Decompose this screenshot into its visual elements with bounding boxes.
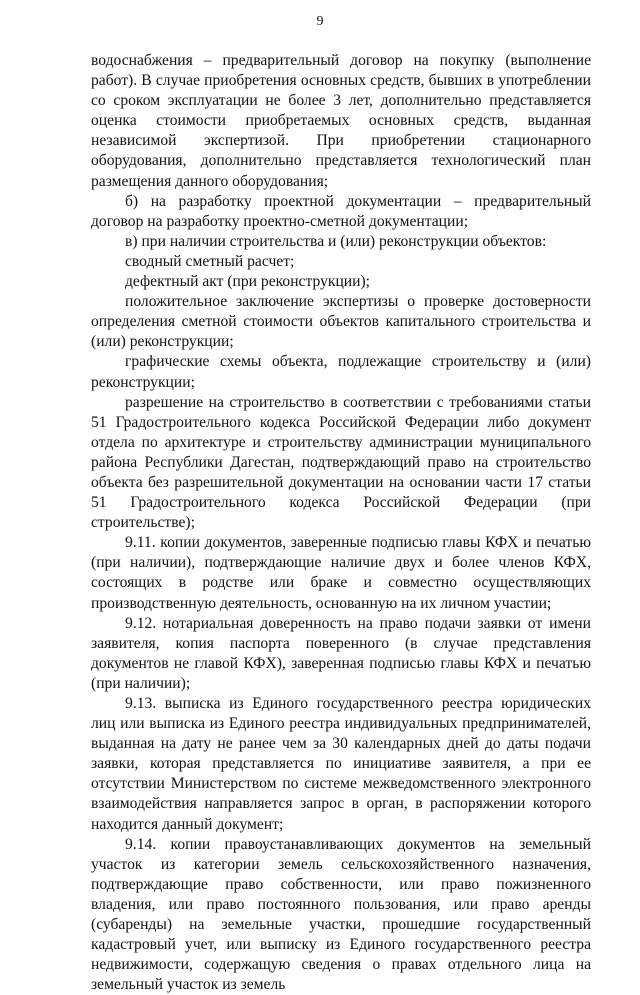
paragraph-7: графические схемы объекта, подлежащие строительству и (или) реконструкции; [91,353,591,391]
paragraph-8: разрешение на строительство в соответствии с требованиями статьи 51 Градостроительного кодекса Российской Федерации либо документ отдела по архитектуре и строительству администрации муниципального района Республики Дагестан, подтверждающий право на строительство объекта без разрешительной документации на основании части 17 статьи 51 Градостроительного кодекса Российской Федерации (при строительстве); [91,393,591,532]
paragraph-2: б) на разработку проектной документации – предварительный договор на разработку проектно-сметной документации; [91,192,591,230]
paragraph-12: 9.14. копии правоустанавливающих документов на земельный участок из категории земель сельскохозяйственного назначения, подтверждающие право собственности, или право пожизненного владения, или право постоянного пользования, или право аренды (субаренды) на земельные участки, прошедшие государственный кадастровый учет, или выписку из Единого государственного реестра недвижимости, содержащую сведения о правах отдельного лица на земельный участок из земель [91,835,591,994]
paragraph-5: дефектный акт (при реконструкции); [125,273,370,291]
paragraph-1: водоснабжения – предварительный договор на покупку (выполнение работ). В случае приобретения основных средств, бывших в употреблении со сроком эксплуатации не более 3 лет, дополнительно представляется оценка стоимости приобретаемых основных средств, выданная независимой экспертизой. При приобретении стационарного оборудования, дополнительно представляется технологический план размещения данного оборудования; [91,52,591,190]
paragraph-9: 9.11. копии документов, заверенные подписью главы КФХ и печатью (при наличии), подтверждающие наличие двух и более членов КФХ, состоящих в родстве или браке и совместно осуществляющих производственную деятельность, основанную на их личном участии; [91,534,591,612]
paragraph-3: в) при наличии строительства и (или) реконструкции объектов: [125,232,547,250]
document-body [91,51,591,995]
paragraph-6: положительное заключение экспертизы о проверке достоверности определения сметной стоимости объектов капитального строительства и (или) реконструкции; [91,293,591,351]
paragraph-4: сводный сметный расчет; [125,252,295,270]
paragraph-11: 9.13. выписка из Единого государственного реестра юридических лиц или выписка из Единого реестра индивидуальных предпринимателей, выданная на дату не ранее чем за 30 календарных дней до даты подачи заявки, которая представляется по инициативе заявителя, а при ее отсутствии Министерством по системе межведомственного электронного взаимодействия направляется запрос в орган, в распоряжении которого находится данный документ; [91,695,591,833]
paragraph-10: 9.12. нотариальная доверенность на право подачи заявки от имени заявителя, копия паспорта поверенного (в случае представления документов не главой КФХ), заверенная подписью главы КФХ и печатью (при наличии); [91,614,591,692]
page-number: 9 [316,14,324,29]
